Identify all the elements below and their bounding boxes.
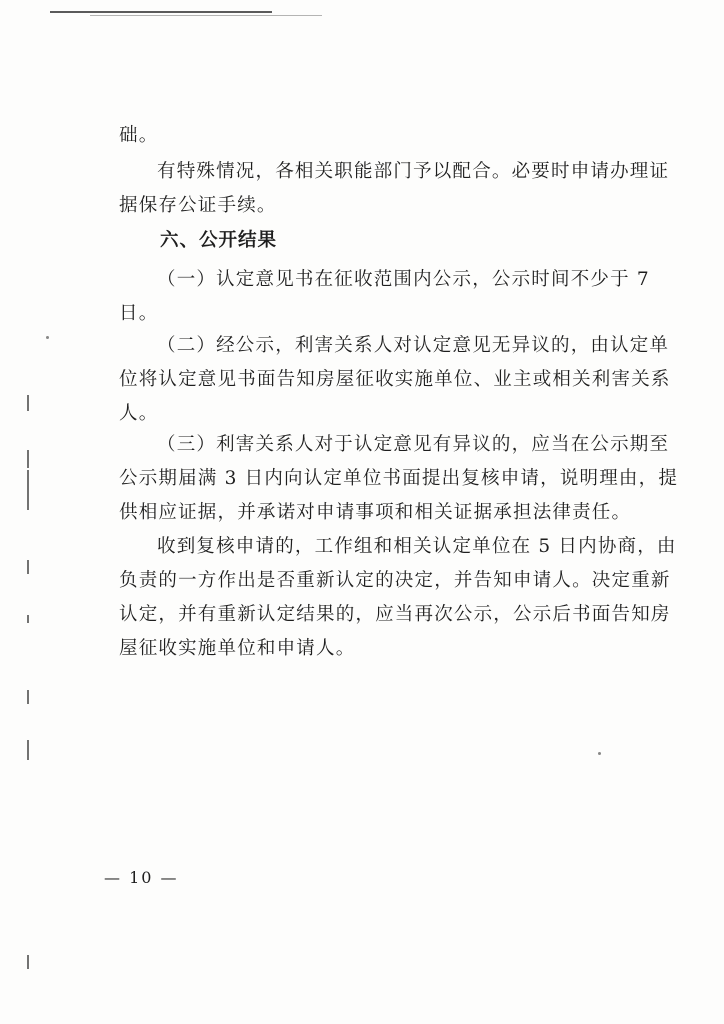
text-line: 据保存公证手续。 xyxy=(119,195,277,216)
scan-margin-mark xyxy=(27,740,29,760)
scan-margin-mark xyxy=(27,690,29,704)
scan-speck xyxy=(46,336,49,339)
text-line: 负责的一方作出是否重新认定的决定，并告知申请人。决定重新 xyxy=(119,570,671,591)
text-line: （一）认定意见书在征收范围内公示，公示时间不少于 7 xyxy=(157,269,650,290)
text-line: 日。 xyxy=(119,303,159,324)
text-line: 位将认定意见书面告知房屋征收实施单位、业主或相关利害关系 xyxy=(119,369,671,390)
page-number: — 10 — xyxy=(104,868,179,887)
paragraph-item-2 xyxy=(119,329,671,431)
text-line: 础。 xyxy=(119,125,159,146)
text-line: 认定，并有重新认定结果的，应当再次公示，公示后书面告知房 xyxy=(119,604,671,625)
paragraph-special-circumstances xyxy=(119,155,670,223)
scan-margin-mark xyxy=(27,470,29,510)
scan-speck xyxy=(598,752,601,755)
text-line: 公示期届满 3 日内向认定单位书面提出复核申请，说明理由，提 xyxy=(119,468,679,489)
section-heading: 六、公开结果 xyxy=(160,230,278,251)
scan-margin-mark xyxy=(27,560,29,574)
paragraph-continuation xyxy=(119,119,639,153)
paragraph-item-1 xyxy=(119,263,650,331)
scan-margin-mark xyxy=(27,395,29,411)
text-line: 屋征收实施单位和申请人。 xyxy=(119,638,356,659)
text-line: 有特殊情况，各相关职能部门予以配合。必要时申请办理证 xyxy=(157,161,670,182)
text-line: 收到复核申请的，工作组和相关认定单位在 5 日内协商，由 xyxy=(157,536,677,557)
text-line: 人。 xyxy=(119,403,159,424)
scan-margin-mark xyxy=(27,615,29,623)
scan-margin-mark xyxy=(27,955,29,969)
scan-margin-mark xyxy=(27,450,29,468)
scan-top-rule xyxy=(50,11,272,13)
paragraph-item-3 xyxy=(119,428,679,530)
text-line: （三）利害关系人对于认定意见有异议的，应当在公示期至 xyxy=(157,434,670,455)
paragraph-review xyxy=(119,530,677,666)
text-line: （二）经公示，利害关系人对认定意见无异议的，由认定单 xyxy=(157,335,670,356)
text-line: 供相应证据，并承诺对申请事项和相关证据承担法律责任。 xyxy=(119,502,632,523)
